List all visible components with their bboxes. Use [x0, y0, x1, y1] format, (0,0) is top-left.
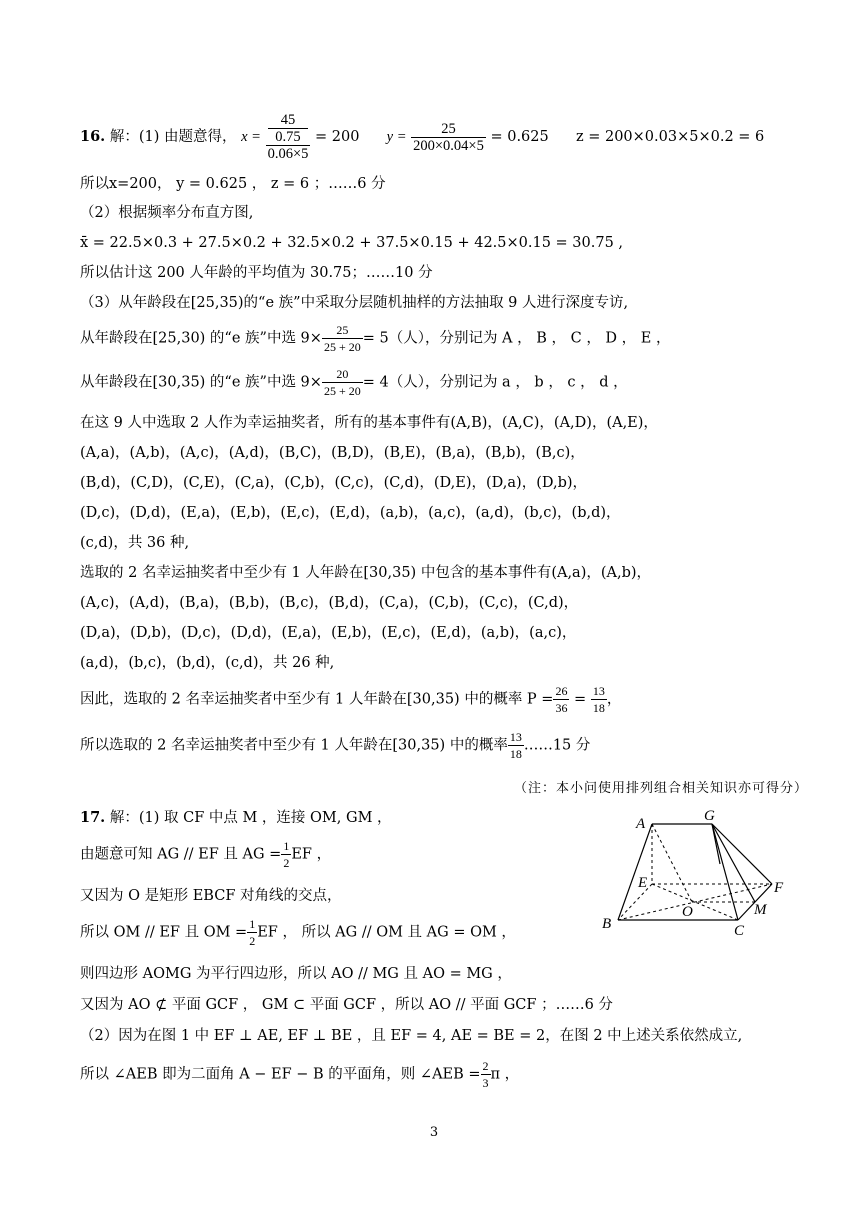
- y-result: = 0.625: [490, 129, 549, 145]
- q17-line8: 所以 ∠AEB 即为二面角 A − EF − B 的平面角，则 ∠AEB = $\frac{2}{3}$ π ，: [80, 1059, 520, 1090]
- frac-13-18-b: $\frac{13}{18}$: [509, 730, 522, 761]
- edge-GC: [712, 824, 738, 920]
- frac-25-45: $\frac{25}{25 + 20}$: [323, 323, 361, 354]
- q16-line7: 从年龄段在[25,30) 的“e 族”中选 9× $\frac{25}{25 + 20}$ = 5（人），分别记为 A ， B ， C ， D ， E ，: [80, 323, 671, 354]
- q16-line18: 因此，选取的 2 名幸运抽奖者中至少有 1 人年龄在[30,35) 中的概率 P = $\frac{26}{36}$ = $\frac{13}{18}$ ，: [80, 684, 622, 715]
- edge-AO: [652, 824, 692, 902]
- q16-line17: (a,d)，(b,c)，(b,d)，(c,d)，共 26 种,: [80, 655, 335, 671]
- frac-26-36: $\frac{26}{36}$: [555, 684, 568, 715]
- label-E: E: [638, 875, 648, 891]
- q16-number: 16.: [80, 128, 106, 145]
- q16-line1: [80, 112, 808, 162]
- q16-line11: (B,d)，(C,D)，(C,E)，(C,a)，(C,b)，(C,c)，(C,d)，(D,E)，(D,a)，(D,b)，: [80, 475, 588, 491]
- label-F: F: [774, 880, 784, 896]
- label-C: C: [734, 923, 745, 938]
- q16-line12: (D,c)，(D,d)，(E,a)，(E,b)，(E,c)，(E,d)，(a,b)，(a,c)，(a,d)，(b,c)，(b,d)，: [80, 505, 621, 521]
- q16-line5: 所以估计这 200 人年龄的平均值为 30.75；……10 分: [80, 265, 433, 281]
- q16-line4: x̄ = 22.5×0.3 + 27.5×0.2 + 32.5×0.2 + 37.5×0.15 + 42.5×0.15 = 30.75 ,: [80, 235, 624, 251]
- q16-line10: (A,a)，(A,b)，(A,c)，(A,d)，(B,C)，(B,D)，(B,E)，(B,a)，(B,b)，(B,c)，: [80, 445, 585, 461]
- q16-line2: 所以x=200， y = 0.625 ， z = 6 ；……6 分: [80, 176, 386, 192]
- q16-line13: (c,d)，共 36 种,: [80, 535, 190, 551]
- q16-line14: 选取的 2 名幸运抽奖者中至少有 1 人年龄在[30,35) 中包含的基本事件有(A,a)，(A,b)，: [80, 565, 652, 581]
- q17-line2: 由题意可知 AG // EF 且 AG = $\frac{1}{2}$ EF ，: [80, 839, 332, 870]
- q17-line6: 又因为 AO ⊄ 平面 GCF ， GM ⊂ 平面 GCF ，所以 AO // 平面 GCF ；……6 分: [80, 997, 613, 1013]
- q16-line16: (D,a)，(D,b)，(D,c)，(D,d)，(E,a)，(E,b)，(E,c)，(E,d)，(a,b)，(a,c)，: [80, 625, 577, 641]
- y-fraction: $\frac{25}{200\times 0.04\times 5}$: [413, 120, 484, 154]
- q16-line6: （3）从年龄段在[25,35)的“e 族”中采取分层随机抽样的方法抽取 9 人进行深度专访,: [80, 295, 629, 311]
- q17-line5: 则四边形 AOMG 为平行四边形，所以 AO // MG 且 AO = MG ，: [80, 966, 512, 982]
- label-B: B: [602, 916, 612, 932]
- frac-13-18: $\frac{13}{18}$: [592, 684, 605, 715]
- edge-GF: [712, 824, 772, 884]
- z-expr: z = 200×0.03×5×0.2 = 6: [575, 129, 765, 145]
- label-G: G: [704, 808, 715, 824]
- q16-line9: 在这 9 人中选取 2 人作为幸运抽奖者，所有的基本事件有(A,B)，(A,C)，(A,D)，(A,E)，: [80, 415, 658, 431]
- q17-line3: 又因为 O 是矩形 EBCF 对角线的交点，: [80, 888, 342, 904]
- edge-GM: [712, 824, 755, 902]
- q17-line1: 17. 解：(1) 取 CF 中点 M ，连接 OM, GM ，: [80, 809, 392, 826]
- edge-AB: [618, 824, 652, 920]
- q16-line15: (A,c)，(A,d)，(B,a)，(B,b)，(B,c)，(B,d)，(C,a)，(C,b)，(C,c)，(C,d)，: [80, 595, 579, 611]
- label-A: A: [636, 816, 646, 832]
- q16-line8: 从年龄段在[30,35) 的“e 族”中选 9× $\frac{20}{25 + 20}$ = 4（人），分别记为 a ， b ， c ， d ，: [80, 367, 628, 398]
- frac-20-45: $\frac{20}{25 + 20}$: [323, 367, 361, 398]
- y-prefix: y =: [386, 129, 407, 145]
- q16-intro: 解：(1) 由题意得，: [109, 129, 237, 145]
- q17-line7: （2）因为在图 1 中 EF ⊥ AE, EF ⊥ BE ，且 EF = 4, AE = BE = 2，在图 2 中上述关系依然成立,: [80, 1028, 743, 1044]
- q16-line3: （2）根据频率分布直方图,: [80, 205, 254, 221]
- q16-line19: 所以选取的 2 名幸运抽奖者中至少有 1 人年龄在[30,35) 中的概率 $\frac{13}{18}$ ……15 分: [80, 730, 591, 761]
- label-O: O: [682, 904, 693, 920]
- q16-note: （注：本小问使用排列组合相关知识亦可得分）: [513, 781, 808, 796]
- label-M: M: [754, 902, 767, 918]
- page-number: 3: [429, 1125, 439, 1140]
- geometry-figure: [600, 808, 800, 938]
- x-result: = 200: [315, 129, 360, 145]
- x-prefix: x =: [241, 129, 261, 145]
- x-fraction: 45 0.75 0.06×5: [267, 112, 309, 162]
- q17-line4: 所以 OM // EF 且 OM = $\frac{1}{2}$ EF ， 所以 AG // OM 且 AG = OM ，: [80, 917, 516, 948]
